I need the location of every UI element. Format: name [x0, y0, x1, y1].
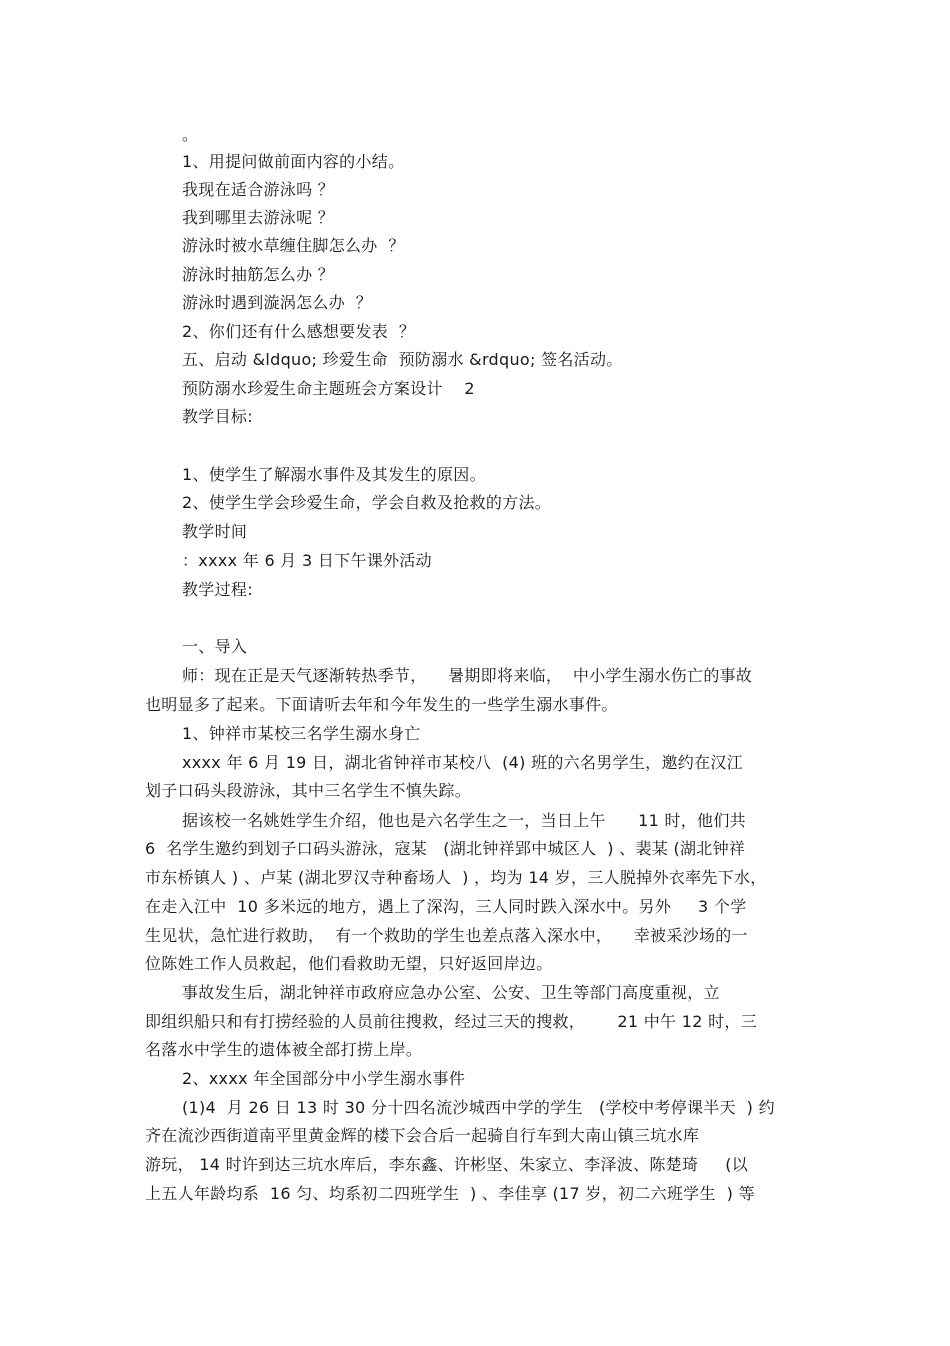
text-line: 。	[182, 125, 199, 144]
section-heading: 预防溺水珍爱生命主题班会方案设计 2	[182, 379, 475, 398]
text-line: 也明显多了起来。下面请听去年和今年发生的一些学生溺水事件。	[145, 695, 618, 714]
text-line: 教学时间	[182, 522, 248, 541]
text-line: 游玩， 14 时许到达三坑水库后，李东鑫、许彬坚、朱家立、李泽波、陈楚琦 (以	[145, 1155, 749, 1174]
text-line: 游泳时遇到漩涡怎么办 ？	[182, 293, 373, 312]
text-line: 上五人年龄均系 16 匀、均系初二四班学生 ) 、李佳享 (17 岁，初二六班学生 ) 等	[145, 1184, 755, 1203]
text-line: 我到哪里去游泳呢 ？	[182, 208, 335, 227]
text-line: 生见状，急忙进行救助， 有一个救助的学生也差点落入深水中， 幸被采沙场的一	[145, 926, 748, 945]
text-line: 2、你们还有什么感想要发表 ？	[182, 322, 416, 341]
text-line: 游泳时被水草缠住脚怎么办 ？	[182, 236, 405, 255]
text-line: 师：现在正是天气逐渐转热季节， 暑期即将来临， 中小学生溺水伤亡的事故	[182, 666, 753, 685]
text-line: 一、导入	[182, 637, 248, 656]
text-line: 1、用提问做前面内容的小结。	[182, 152, 405, 171]
text-line: xxxx 年 6 月 19 日，湖北省钟祥市某校八 (4) 班的六名男学生，邀约在汉江	[182, 753, 743, 772]
text-line: 名落水中学生的遗体被全部打捞上岸。	[145, 1040, 423, 1059]
text-line: 五、启动 &ldquo; 珍爱生命 预防溺水 &rdquo; 签名活动。	[182, 350, 623, 369]
text-line: 1、使学生了解溺水事件及其发生的原因。	[182, 465, 486, 484]
text-line: 据该校一名姚姓学生介绍，他也是六名学生之一，当日上午 11 时，他们共	[182, 811, 746, 830]
text-line: (1)4 月 26 日 13 时 30 分十四名流沙城西中学的学生 (学校中考停课半天 ) 约	[182, 1098, 775, 1117]
text-line: 划子口码头段游泳，其中三名学生不慎失踪。	[145, 781, 472, 800]
text-line: 1、钟祥市某校三名学生溺水身亡	[182, 724, 421, 743]
text-line: 6 名学生邀约到划子口码头游泳，寇某 (湖北钟祥郢中城区人 ) 、裴某 (湖北钟祥	[145, 839, 746, 858]
text-line: 游泳时抽筋怎么办 ？	[182, 265, 335, 284]
text-line: ：xxxx 年 6 月 3 日下午课外活动	[182, 551, 432, 570]
text-line: 市东桥镇人 ) 、卢某 (湖北罗汉寺种畜场人 ) ，均为 14 岁，三人脱掉外衣率先下水，	[145, 868, 767, 887]
text-line: 教学过程:	[182, 580, 253, 599]
text-line: 位陈姓工作人员救起，他们看救助无望，只好返回岸边。	[145, 954, 553, 973]
text-line: 事故发生后，湖北钟祥市政府应急办公室、公安、卫生等部门高度重视，立	[182, 983, 720, 1002]
text-line: 2、xxxx 年全国部分中小学生溺水事件	[182, 1069, 466, 1088]
text-line: 齐在流沙西街道南平里黄金辉的楼下会合后一起骑自行车到大南山镇三坑水库	[145, 1126, 700, 1145]
text-line: 在走入江中 10 多米远的地方，遇上了深沟，三人同时跌入深水中。另外 3 个学	[145, 897, 747, 916]
text-line: 我现在适合游泳吗 ？	[182, 180, 335, 199]
text-line: 2、使学生学会珍爱生命，学会自救及抢救的方法。	[182, 493, 552, 512]
text-line: 即组织船只和有打捞经验的人员前往搜救，经过三天的搜救， 21 中午 12 时，三	[145, 1012, 757, 1031]
text-line: 教学目标:	[182, 407, 253, 426]
